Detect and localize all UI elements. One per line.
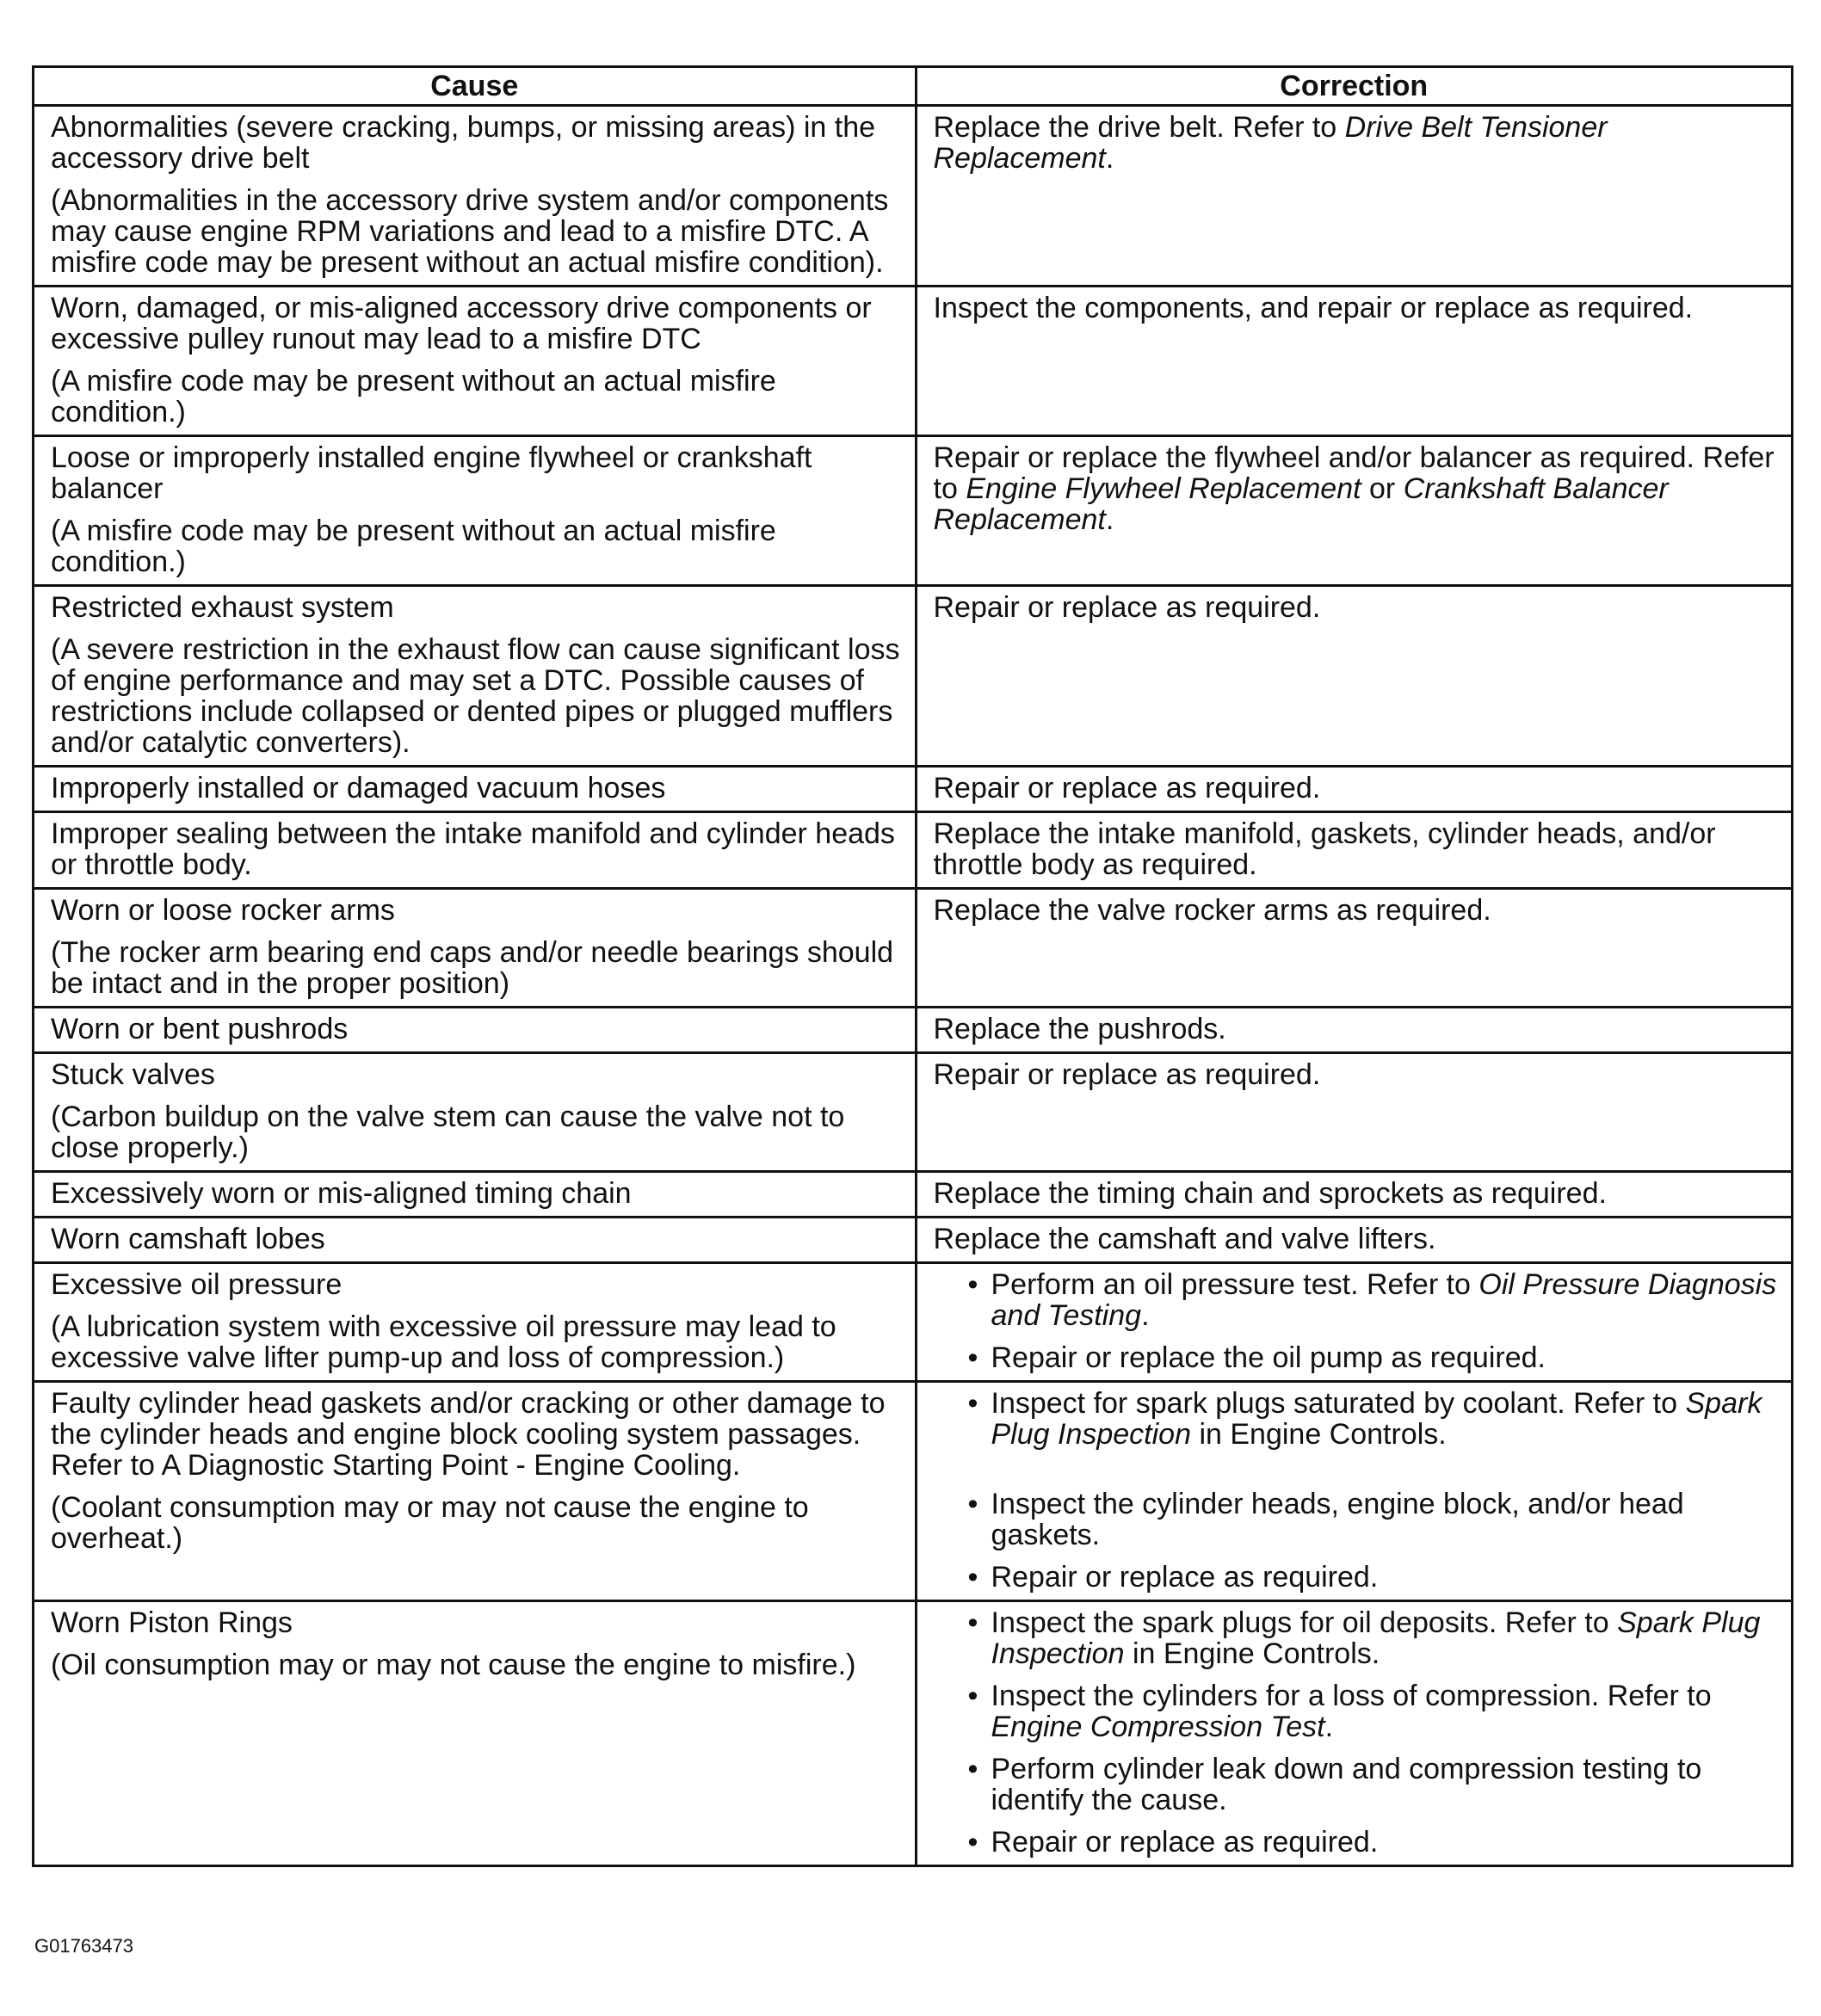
- cause-text: Worn Piston Rings: [51, 1606, 293, 1639]
- table-body: [34, 106, 1793, 1866]
- correction-list-item: • Perform cylinder leak down and compression testing to identify the cause.: [934, 1754, 1779, 1816]
- table-row: [34, 287, 1793, 436]
- table-row: [34, 106, 1793, 287]
- correction-cell: [916, 586, 1793, 767]
- cause-text: Stuck valves: [51, 1058, 215, 1091]
- correction-text: Inspect the components, and repair or replace as required.: [933, 292, 1694, 324]
- table-row: [34, 1601, 1793, 1866]
- table-row: [34, 1382, 1793, 1601]
- cause-cell: [34, 436, 917, 586]
- table-row: [34, 812, 1793, 889]
- correction-cell: [916, 1053, 1793, 1172]
- cause-note: (A lubrication system with excessive oil pressure may lead to excessive valve lifter pump-up and loss of compression.): [51, 1310, 836, 1374]
- cause-note: (Oil consumption may or may not cause the engine to misfire.): [51, 1649, 856, 1681]
- cause-cell: [34, 586, 917, 767]
- procedure-reference: Spark Plug Inspection: [991, 1606, 1761, 1670]
- table-row: [34, 586, 1793, 767]
- cause-note: (Coolant consumption may or may not cause the engine to overheat.): [51, 1491, 809, 1555]
- correction-cell: [916, 1008, 1793, 1053]
- cause-correction-table: [32, 65, 1793, 1867]
- table-row: [34, 1218, 1793, 1263]
- correction-text: Replace the pushrods.: [933, 1013, 1226, 1045]
- correction-cell: [916, 767, 1793, 812]
- cause-cell: [34, 1172, 917, 1218]
- table-row: [34, 1053, 1793, 1172]
- correction-cell: [916, 1218, 1793, 1263]
- correction-list-item: • Inspect the cylinder heads, engine block, and/or head gaskets.: [934, 1489, 1779, 1551]
- cause-cell: [34, 1218, 917, 1263]
- cause-cell: [34, 106, 917, 287]
- procedure-reference: Drive Belt Tensioner Replacement: [933, 111, 1608, 175]
- correction-list: [934, 1269, 1779, 1373]
- table-row: [34, 767, 1793, 812]
- correction-cell: [916, 889, 1793, 1008]
- procedure-reference: Oil Pressure Diagnosis and Testing: [991, 1268, 1777, 1332]
- procedure-reference: Engine Flywheel Replacement: [966, 472, 1361, 505]
- cause-text: Worn or loose rocker arms: [51, 894, 395, 927]
- cause-cell: [34, 1601, 917, 1866]
- table-header-row: [34, 67, 1793, 106]
- correction-cell: [916, 287, 1793, 436]
- cause-cell: [34, 1263, 917, 1382]
- cause-cell: [34, 1053, 917, 1172]
- table-row: [34, 1263, 1793, 1382]
- cause-text: Improper sealing between the intake manifold and cylinder heads or throttle body.: [51, 817, 895, 881]
- correction-cell: [916, 812, 1793, 889]
- correction-text: Replace the intake manifold, gaskets, cylinder heads, and/or throttle body as required.: [933, 817, 1716, 881]
- correction-list: [934, 1607, 1779, 1858]
- cause-text: Abnormalities (severe cracking, bumps, or missing areas) in the accessory drive belt: [51, 111, 876, 175]
- correction-text: Repair or replace the flywheel and/or balancer as required. Refer to Engine Flywheel Replacement or Crankshaft Balancer Replacement.: [933, 441, 1775, 536]
- cause-cell: [34, 812, 917, 889]
- header-correction: Correction: [916, 67, 1793, 106]
- cause-text: Faulty cylinder head gaskets and/or cracking or other damage to the cylinder heads and engine block cooling system passages. Refer to A Diagnostic Starting Point - Engine Cooling.: [51, 1387, 886, 1482]
- cause-text: Worn, damaged, or mis-aligned accessory drive components or excessive pulley runout may lead to a misfire DTC: [51, 292, 872, 355]
- correction-list-item: • Inspect the cylinders for a loss of compression. Refer to Engine Compression Test.: [934, 1680, 1779, 1742]
- table-row: [34, 889, 1793, 1008]
- figure-id: G01763473: [34, 1935, 133, 1957]
- cause-text: Loose or improperly installed engine flywheel or crankshaft balancer: [51, 441, 812, 505]
- cause-cell: [34, 889, 917, 1008]
- cause-cell: [34, 1382, 917, 1601]
- procedure-reference: Engine Compression Test: [991, 1711, 1325, 1743]
- correction-list-item: • Repair or replace as required.: [934, 1562, 1779, 1593]
- correction-text: Repair or replace as required.: [933, 772, 1321, 805]
- cause-cell: [34, 287, 917, 436]
- procedure-reference: Crankshaft Balancer Replacement: [933, 472, 1669, 536]
- cause-text: Excessive oil pressure: [51, 1268, 343, 1301]
- correction-cell: [916, 1172, 1793, 1218]
- correction-list-item: • Inspect for spark plugs saturated by coolant. Refer to Spark Plug Inspection in Engine Controls.: [934, 1388, 1779, 1450]
- correction-list-item: • Repair or replace as required.: [934, 1827, 1779, 1858]
- cause-text: Improperly installed or damaged vacuum hoses: [51, 772, 666, 805]
- cause-cell: [34, 1008, 917, 1053]
- correction-list-item: • Perform an oil pressure test. Refer to Oil Pressure Diagnosis and Testing.: [934, 1269, 1779, 1331]
- correction-cell: [916, 1263, 1793, 1382]
- header-cause: Cause: [34, 67, 917, 106]
- cause-note: (The rocker arm bearing end caps and/or needle bearings should be intact and in the proper position): [51, 936, 894, 1000]
- correction-text: Replace the valve rocker arms as required.: [933, 894, 1491, 927]
- correction-cell: [916, 106, 1793, 287]
- correction-text: Repair or replace as required.: [933, 1058, 1321, 1091]
- correction-list: [934, 1388, 1779, 1593]
- cause-text: Worn or bent pushrods: [51, 1013, 349, 1045]
- correction-cell: [916, 1601, 1793, 1866]
- cause-cell: [34, 767, 917, 812]
- table-row: [34, 436, 1793, 586]
- cause-note: (A severe restriction in the exhaust flow can cause significant loss of engine performance and may set a DTC. Possible causes of restrictions include collapsed or dented pipes or plugged mufflers and/or catalytic converters).: [51, 633, 900, 759]
- correction-text: Replace the camshaft and valve lifters.: [933, 1223, 1436, 1255]
- cause-note: (Abnormalities in the accessory drive system and/or components may cause engine RPM variations and lead to a misfire DTC. A misfire code may be present without an actual misfire condition).: [51, 184, 889, 279]
- correction-text: Replace the drive belt. Refer to Drive Belt Tensioner Replacement.: [933, 111, 1608, 175]
- procedure-reference: Spark Plug Inspection: [991, 1387, 1762, 1451]
- table-row: [34, 1172, 1793, 1218]
- correction-text: Replace the timing chain and sprockets as required.: [933, 1177, 1607, 1210]
- cause-text: Excessively worn or mis-aligned timing chain: [51, 1177, 632, 1210]
- cause-note: (A misfire code may be present without an actual misfire condition.): [51, 515, 776, 578]
- cause-note: (Carbon buildup on the valve stem can cause the valve not to close properly.): [51, 1100, 845, 1164]
- table-row: [34, 1008, 1793, 1053]
- correction-list-item: • Inspect the spark plugs for oil deposits. Refer to Spark Plug Inspection in Engine Controls.: [934, 1607, 1779, 1669]
- correction-cell: [916, 1382, 1793, 1601]
- correction-list-item: • Repair or replace the oil pump as required.: [934, 1342, 1779, 1373]
- cause-text: Worn camshaft lobes: [51, 1223, 325, 1255]
- correction-text: Repair or replace as required.: [933, 591, 1321, 624]
- cause-text: Restricted exhaust system: [51, 591, 394, 624]
- correction-cell: [916, 436, 1793, 586]
- cause-note: (A misfire code may be present without an actual misfire condition.): [51, 365, 776, 428]
